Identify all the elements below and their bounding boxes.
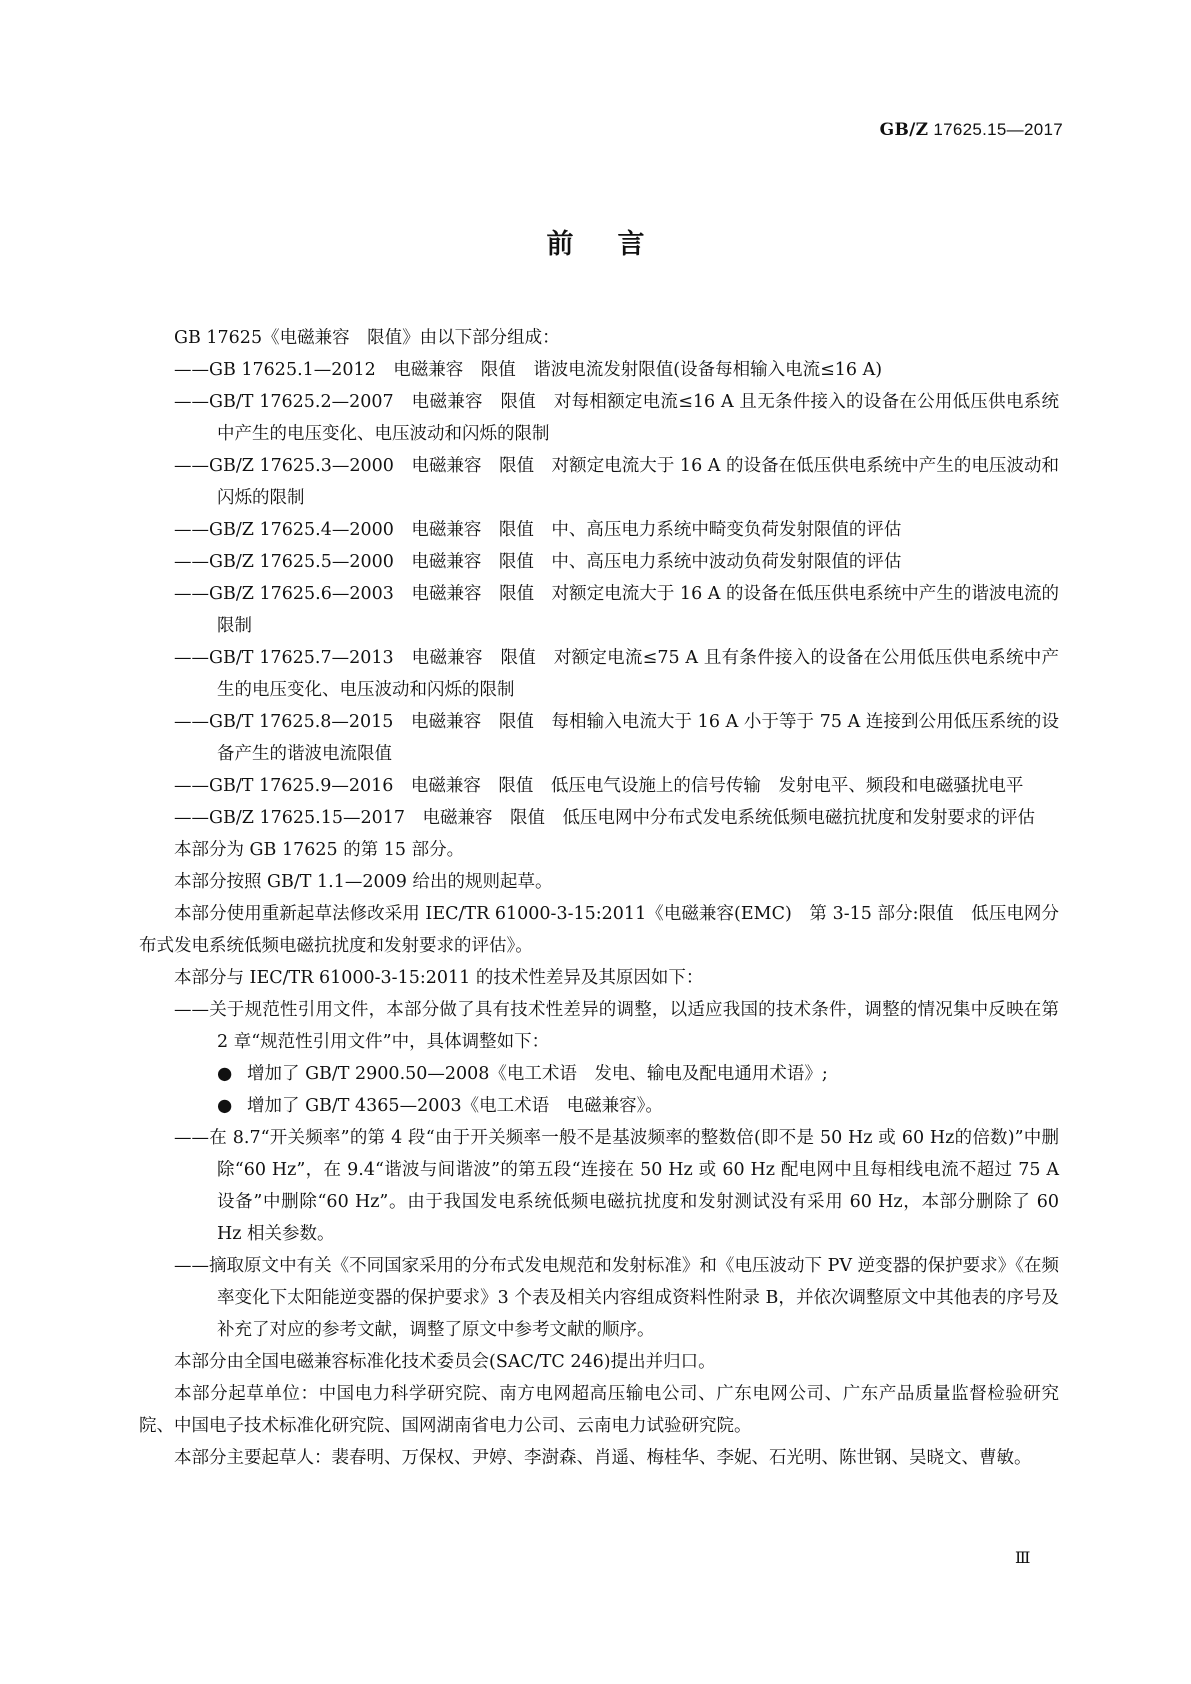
part-list-item: ——GB/Z 17625.3—2000 电磁兼容 限值 对额定电流大于 16 A 的设备在低压供电系统中产生的电压波动和闪烁的限制: [174, 456, 1059, 508]
page-title: 前言: [546, 229, 689, 260]
paragraph-differences-intro: 本部分与 IEC/TR 61000-3-15:2011 的技术性差异及其原因如下：: [174, 968, 704, 988]
part-list-item: ——GB/T 17625.8—2015 电磁兼容 限值 每相输入电流大于 16 A 小于等于 75 A 连接到公用低压系统的设备产生的谐波电流限值: [174, 712, 1059, 764]
part-list-item: ——GB/Z 17625.6—2003 电磁兼容 限值 对额定电流大于 16 A 的设备在低压供电系统中产生的谐波电流的限制: [174, 584, 1059, 636]
part-list-item: ——GB/T 17625.9—2016 电磁兼容 限值 低压电气设施上的信号传输 发射电平、频段和电磁骚扰电平: [174, 776, 1024, 796]
bullet-item: [139, 1090, 1059, 1122]
bullet-text: 增加了 GB/T 4365—2003《电工术语 电磁兼容》。: [247, 1096, 663, 1116]
part-list-item: ——GB/T 17625.2—2007 电磁兼容 限值 对每相额定电流≤16 A 且无条件接入的设备在公用低压供电系统中产生的电压变化、电压波动和闪烁的限制: [174, 392, 1059, 444]
foreword-body: [139, 322, 1059, 1474]
paragraph-part-number: 本部分为 GB 17625 的第 15 部分。: [174, 840, 465, 860]
paragraph-drafting-units: 本部分起草单位：中国电力科学研究院、南方电网超高压输电公司、广东电网公司、广东产品质量监督检验研究院、中国电子技术标准化研究院、国网湖南省电力公司、云南电力试验研究院。: [139, 1384, 1059, 1436]
paragraph-parts-intro: GB 17625《电磁兼容 限值》由以下部分组成：: [174, 328, 560, 348]
bullet-item: [139, 1058, 1059, 1090]
part-list-item: ——GB/Z 17625.15—2017 电磁兼容 限值 低压电网中分布式发电系统低频电磁抗扰度和发射要求的评估: [174, 808, 1035, 828]
paragraph-adoption: 本部分使用重新起草法修改采用 IEC/TR 61000-3-15:2011《电磁兼容(EMC) 第 3-15 部分:限值 低压电网分布式发电系统低频电磁抗扰度和发射要求的评估》。: [139, 904, 1059, 956]
page-number: Ⅲ: [1015, 1548, 1031, 1567]
bullet-icon: ●: [217, 1064, 233, 1084]
part-list-item: ——GB/T 17625.7—2013 电磁兼容 限值 对额定电流≤75 A 且有条件接入的设备在公用低压供电系统中产生的电压变化、电压波动和闪烁的限制: [174, 648, 1059, 700]
part-list-item: ——GB 17625.1—2012 电磁兼容 限值 谐波电流发射限值(设备每相输入电流≤16 A): [174, 360, 883, 380]
part-list-item: ——GB/Z 17625.5—2000 电磁兼容 限值 中、高压电力系统中波动负荷发射限值的评估: [174, 552, 902, 572]
standard-prefix: GB/Z: [879, 120, 929, 140]
paragraph-proposer: 本部分由全国电磁兼容标准化技术委员会(SAC/TC 246)提出并归口。: [174, 1352, 716, 1372]
bullet-text: 增加了 GB/T 2900.50—2008《电工术语 发电、输电及配电通用术语》;: [247, 1064, 828, 1084]
standard-number-header: [880, 120, 1063, 140]
difference-item: ——在 8.7“开关频率”的第 4 段“由于开关频率一般不是基波频率的整数倍(即不是 50 Hz 或 60 Hz的倍数)”中删除“60 Hz”，在 9.4“谐波与间谐波”的第五段“连接在 50 Hz 或 60 Hz 配电网中且每相线电流不超过 75 A 设备”中删除“60 Hz”。由于我国发电系统低频电磁抗扰度和发射测试没有采用 60 Hz，本部分删除了 60 Hz 相关参数。: [174, 1128, 1059, 1244]
difference-item: ——关于规范性引用文件，本部分做了具有技术性差异的调整，以适应我国的技术条件，调整的情况集中反映在第 2 章“规范性引用文件”中，具体调整如下：: [174, 1000, 1059, 1052]
paragraph-drafting-rules: 本部分按照 GB/T 1.1—2009 给出的规则起草。: [174, 872, 553, 892]
part-list-item: ——GB/Z 17625.4—2000 电磁兼容 限值 中、高压电力系统中畸变负荷发射限值的评估: [174, 520, 902, 540]
paragraph-drafters: 本部分主要起草人：裴春明、万保权、尹婷、李澍森、肖遥、梅桂华、李妮、石光明、陈世钢、吴晓文、曹敏。: [174, 1448, 1032, 1468]
standard-number: 17625.15—2017: [933, 120, 1063, 139]
bullet-icon: ●: [217, 1096, 233, 1116]
difference-item: ——摘取原文中有关《不同国家采用的分布式发电规范和发射标准》和《电压波动下 PV 逆变器的保护要求》《在频率变化下太阳能逆变器的保护要求》3 个表及相关内容组成资料性附录 B，并依次调整原文中其他表的序号及补充了对应的参考文献，调整了原文中参考文献的顺序。: [174, 1256, 1059, 1340]
